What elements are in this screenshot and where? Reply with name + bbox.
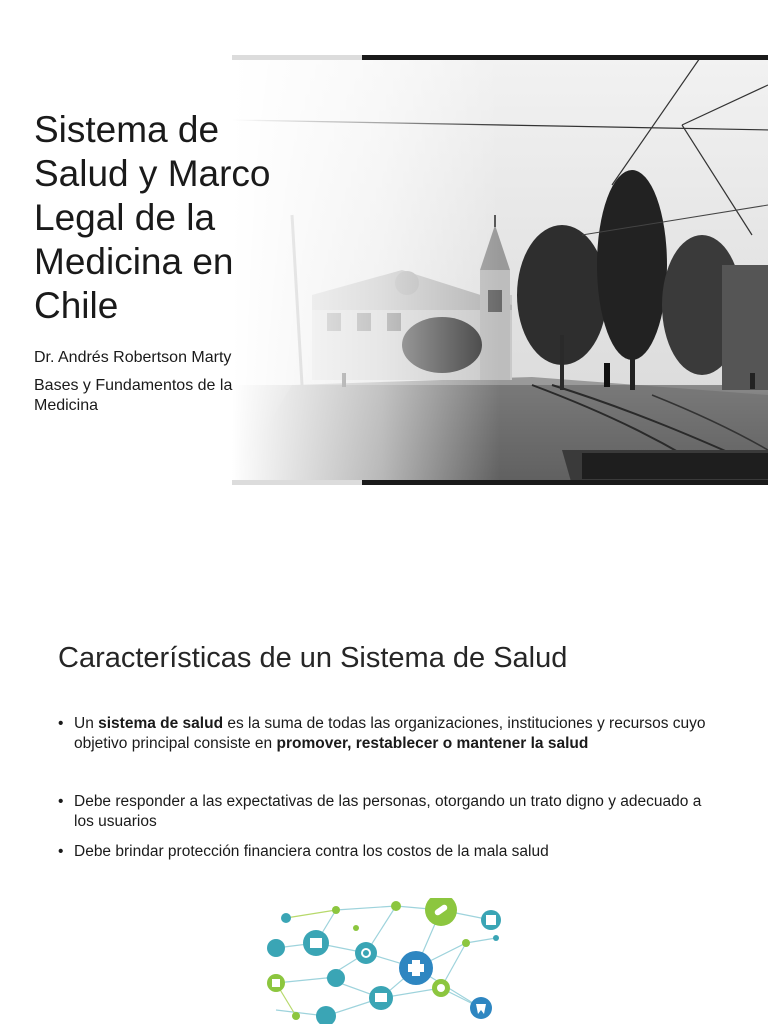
- historic-street-photo: [232, 55, 768, 485]
- bullet-text: Un: [74, 715, 99, 732]
- slide-heading: Características de un Sistema de Salud: [58, 642, 568, 674]
- bullet-item: [58, 714, 718, 754]
- slide-subtitle: [34, 348, 274, 424]
- course-name: Bases y Fundamentos de la Medicina: [34, 377, 233, 414]
- bullet-list: [58, 714, 718, 862]
- bullet-item: • Debe brindar protección financiera contra los costos de la mala salud: [58, 842, 718, 862]
- bullet-bold-text: promover, restablecer o mantener la salud: [276, 735, 589, 752]
- bullet-bold-text: sistema de salud: [98, 715, 224, 732]
- bullet-text: es la suma de todas las organizaciones, instituciones y recursos cuyo objetivo principal consiste en: [74, 715, 706, 752]
- slide-title: Sistema de Salud y Marco Legal de la Medicina en Chile: [34, 109, 271, 326]
- title-slide: [0, 0, 768, 490]
- author-name: Dr. Andrés Robertson Marty: [34, 349, 232, 366]
- health-network-graphic: [266, 898, 502, 1024]
- content-slide: [0, 600, 768, 1024]
- bullet-item: • Debe responder a las expectativas de las personas, otorgando un trato digno y adecuado a los usuarios: [58, 792, 718, 832]
